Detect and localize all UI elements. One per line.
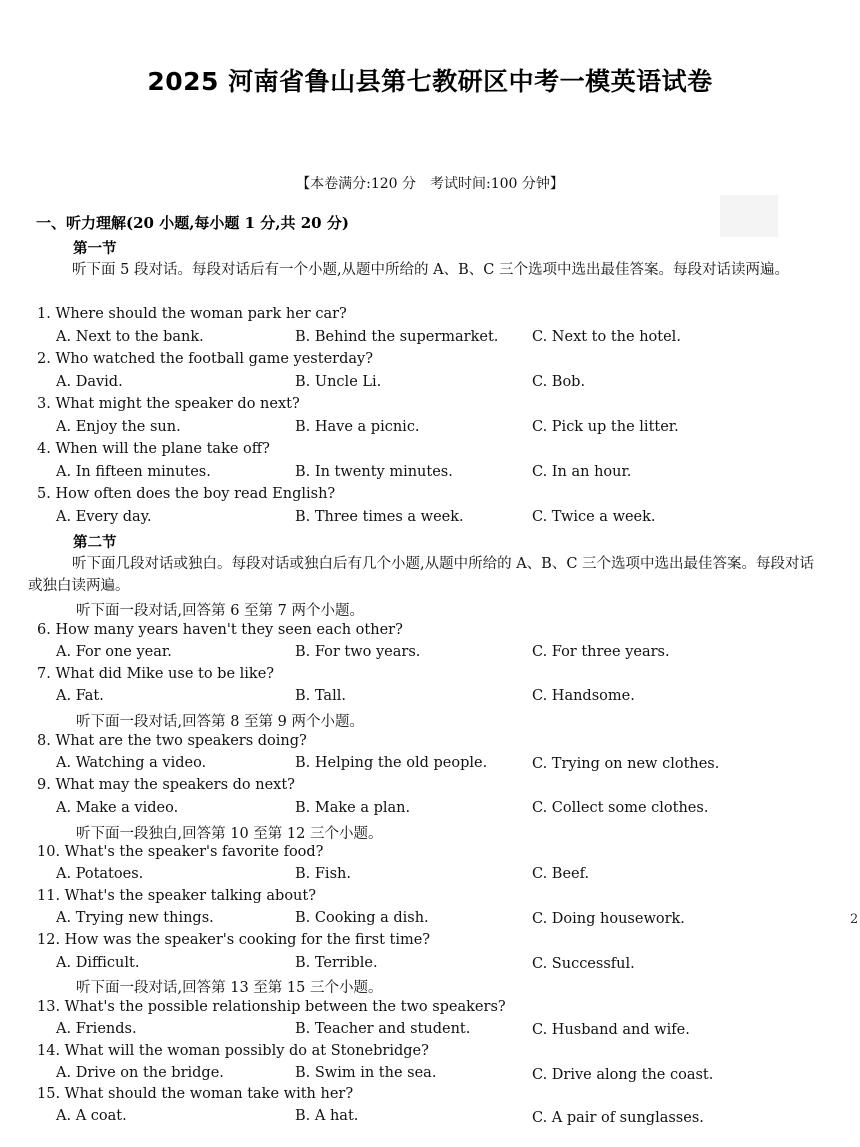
q12-option-b: B. Terrible.: [295, 955, 378, 971]
q4-option-a: A. In fifteen minutes.: [56, 464, 211, 480]
q6-option-a: A. For one year.: [56, 644, 172, 660]
question-7: 7. What did Mike use to be like?: [37, 666, 275, 682]
part1-label: 第一节: [73, 240, 117, 257]
q1-option-c: C. Next to the hotel.: [532, 329, 681, 345]
scan-smudge: [720, 195, 778, 237]
q7-option-c: C. Handsome.: [532, 688, 635, 704]
q10-option-c: C. Beef.: [532, 866, 590, 882]
note-q6-7: 听下面一段对话,回答第 6 至第 7 两个小题。: [76, 603, 364, 619]
q3-option-a: A. Enjoy the sun.: [56, 419, 181, 435]
note-q8-9: 听下面一段对话,回答第 8 至第 9 两个小题。: [76, 714, 364, 730]
q2-option-c: C. Bob.: [532, 374, 586, 390]
q10-option-b: B. Fish.: [295, 866, 351, 882]
q4-option-b: B. In twenty minutes.: [295, 464, 453, 480]
q15-option-c: C. A pair of sunglasses.: [532, 1110, 704, 1126]
part1-instruction: 听下面 5 段对话。每段对话后有一个小题,从题中所给的 A、B、C 三个选项中选出最佳答案。每段对话读两遍。: [72, 262, 789, 278]
q1-option-a: A. Next to the bank.: [56, 329, 204, 345]
q6-option-b: B. For two years.: [295, 644, 421, 660]
question-11: 11. What's the speaker talking about?: [37, 888, 316, 904]
question-1: 1. Where should the woman park her car?: [37, 306, 347, 322]
question-15: 15. What should the woman take with her?: [37, 1086, 354, 1102]
exam-info: 【本卷满分:120 分 考试时间:100 分钟】: [296, 176, 564, 192]
question-4: 4. When will the plane take off?: [37, 441, 270, 457]
part2-label: 第二节: [73, 534, 117, 551]
question-5: 5. How often does the boy read English?: [37, 486, 336, 502]
q2-option-a: A. David.: [56, 374, 123, 390]
question-3: 3. What might the speaker do next?: [37, 396, 300, 412]
q11-option-c: C. Doing housework.: [532, 911, 685, 927]
q15-option-a: A. A coat.: [56, 1108, 127, 1124]
q11-option-a: A. Trying new things.: [56, 910, 214, 926]
q7-option-b: B. Tall.: [295, 688, 346, 704]
question-10: 10. What's the speaker's favorite food?: [37, 844, 324, 860]
q5-option-c: C. Twice a week.: [532, 509, 656, 525]
q3-option-b: B. Have a picnic.: [295, 419, 420, 435]
q12-option-c: C. Successful.: [532, 956, 635, 972]
q8-option-b: B. Helping the old people.: [295, 755, 488, 771]
q13-option-c: C. Husband and wife.: [532, 1022, 690, 1038]
part2-instruction: 听下面几段对话或独白。每段对话或独白后有几个小题,从题中所给的 A、B、C 三个选项中选出最佳答案。每段对话或独白读两遍。: [28, 556, 815, 594]
q13-option-a: A. Friends.: [56, 1021, 137, 1037]
q7-option-a: A. Fat.: [56, 688, 104, 704]
q11-option-b: B. Cooking a dish.: [295, 910, 429, 926]
section-heading-listening: 一、听力理解(20 小题,每小题 1 分,共 20 分): [36, 214, 349, 232]
note-q10-12: 听下面一段独白,回答第 10 至第 12 三个小题。: [76, 826, 383, 842]
q4-option-c: C. In an hour.: [532, 464, 632, 480]
q13-option-b: B. Teacher and student.: [295, 1021, 471, 1037]
q8-option-c: C. Trying on new clothes.: [532, 756, 720, 772]
exam-title: 2025 河南省鲁山县第七教研区中考一模英语试卷: [147, 67, 713, 96]
q6-option-c: C. For three years.: [532, 644, 670, 660]
question-8: 8. What are the two speakers doing?: [37, 733, 307, 749]
question-6: 6. How many years haven't they seen each other?: [37, 622, 403, 638]
q14-option-b: B. Swim in the sea.: [295, 1065, 437, 1081]
q12-option-a: A. Difficult.: [56, 955, 140, 971]
question-9: 9. What may the speakers do next?: [37, 777, 295, 793]
q5-option-a: A. Every day.: [56, 509, 152, 525]
q3-option-c: C. Pick up the litter.: [532, 419, 679, 435]
q9-option-b: B. Make a plan.: [295, 800, 411, 816]
q15-option-b: B. A hat.: [295, 1108, 359, 1124]
note-q13-15: 听下面一段对话,回答第 13 至第 15 三个小题。: [76, 980, 383, 996]
q5-option-b: B. Three times a week.: [295, 509, 464, 525]
q8-option-a: A. Watching a video.: [56, 755, 207, 771]
question-2: 2. Who watched the football game yesterday?: [37, 351, 373, 367]
question-14: 14. What will the woman possibly do at Stonebridge?: [37, 1043, 429, 1059]
page-edge-mark: 2: [850, 912, 859, 927]
q1-option-b: B. Behind the supermarket.: [295, 329, 499, 345]
question-12: 12. How was the speaker's cooking for the first time?: [37, 932, 431, 948]
q9-option-c: C. Collect some clothes.: [532, 800, 709, 816]
question-13: 13. What's the possible relationship between the two speakers?: [37, 999, 506, 1015]
q14-option-c: C. Drive along the coast.: [532, 1067, 714, 1083]
q10-option-a: A. Potatoes.: [56, 866, 144, 882]
q2-option-b: B. Uncle Li.: [295, 374, 382, 390]
q14-option-a: A. Drive on the bridge.: [56, 1065, 224, 1081]
q9-option-a: A. Make a video.: [56, 800, 179, 816]
